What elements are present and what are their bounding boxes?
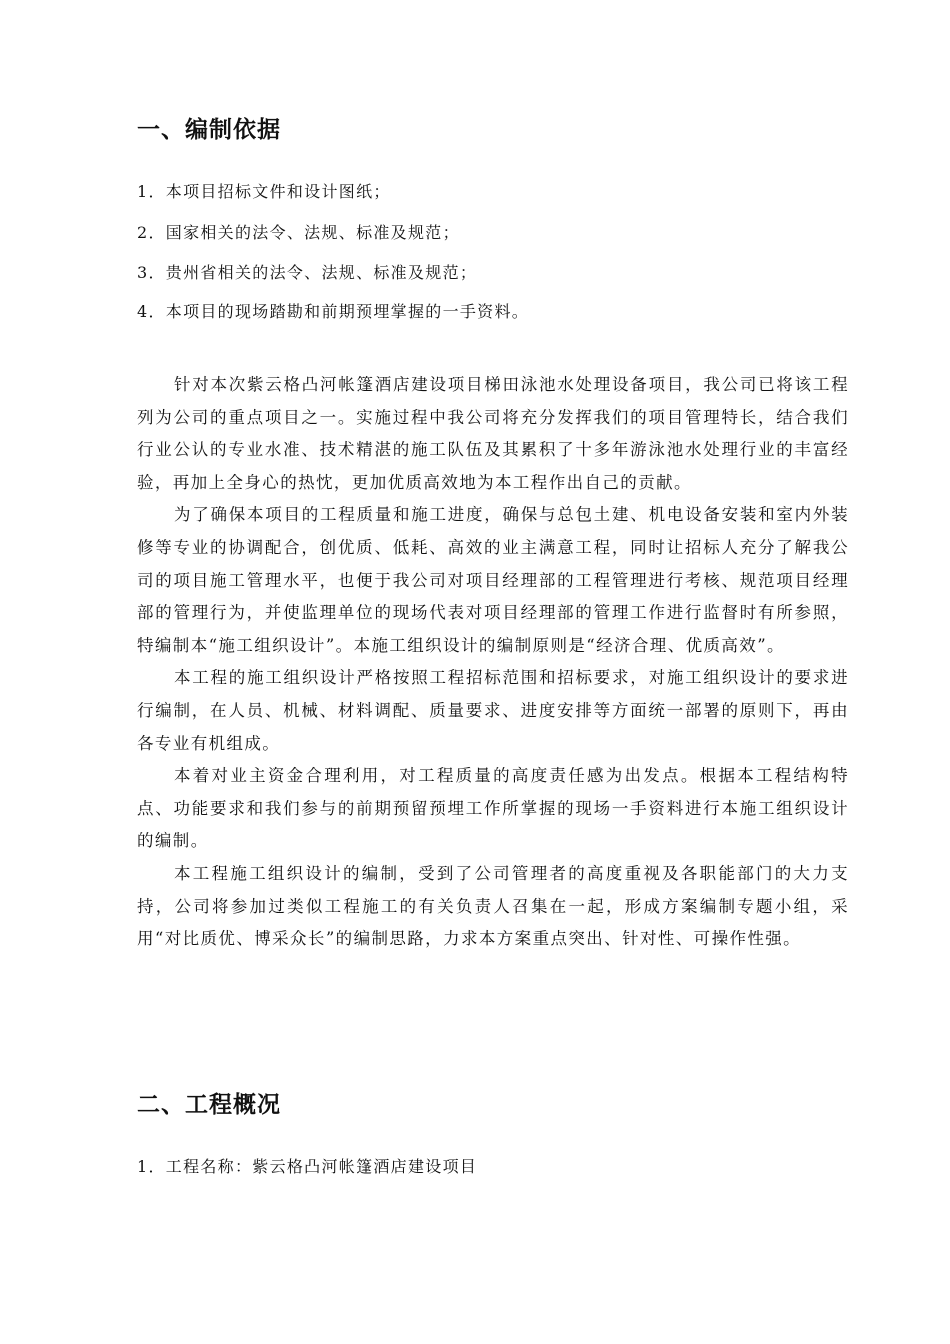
paragraph: 本工程的施工组织设计严格按照工程招标范围和招标要求，对施工组织设计的要求进行编制，在人员、机械、材料调配、质量要求、进度安排等方面统一部署的原则下，再由各专业有机组成。 — [137, 668, 849, 753]
paragraph: 本工程施工组织设计的编制，受到了公司管理者的高度重视及各职能部门的大力支持，公司将参加过类似工程施工的有关负责人召集在一起，形成方案编制专题小组，采用“对比质优、博采众长”的编制思路，力求本方案重点突出、针对性、可操作性强。 — [137, 863, 849, 949]
list-item: 4．本项目的现场踏勘和前期预埋掌握的一手资料。 — [137, 302, 530, 321]
list-item: 1．本项目招标文件和设计图纸； — [137, 182, 391, 201]
list-item: 1．工程名称：紫云格凸河帐篷酒店建设项目 — [137, 1157, 478, 1176]
section-heading: 一、编制依据 — [137, 117, 281, 143]
list-item: 3．贵州省相关的法令、法规、标准及规范； — [137, 263, 478, 282]
paragraph: 为了确保本项目的工程质量和施工进度，确保与总包土建、机电设备安装和室内外装修等专业的协调配合，创优质、低耗、高效的业主满意工程，同时让招标人充分了解我公司的项目施工管理水平，也便于我公司对项目经理部的工程管理进行考核、规范项目经理部的管理行为，并使监理单位的现场代表对项目经理部的管理工作进行监督时有所参照，特编制本“施工组织设计”。本施工组织设计的编制原则是“经济合理、优质高效”。 — [137, 505, 849, 655]
paragraph: 本着对业主资金合理利用，对工程质量的高度责任感为出发点。根据本工程结构特点、功能要求和我们参与的前期预留预埋工作所掌握的现场一手资料进行本施工组织设计的编制。 — [137, 766, 849, 851]
list-item: 2．国家相关的法令、法规、标准及规范； — [137, 223, 460, 242]
paragraph: 针对本次紫云格凸河帐篷酒店建设项目梯田泳池水处理设备项目，我公司已将该工程列为公司的重点项目之一。实施过程中我公司将充分发挥我们的项目管理特长，结合我们行业公认的专业水准、技术精湛的施工队伍及其累积了十多年游泳池水处理行业的丰富经验，再加上全身心的热忱，更加优质高效地为本工程作出自己的贡献。 — [137, 375, 849, 492]
section-heading: 二、工程概况 — [137, 1092, 281, 1118]
body-text — [137, 369, 849, 956]
